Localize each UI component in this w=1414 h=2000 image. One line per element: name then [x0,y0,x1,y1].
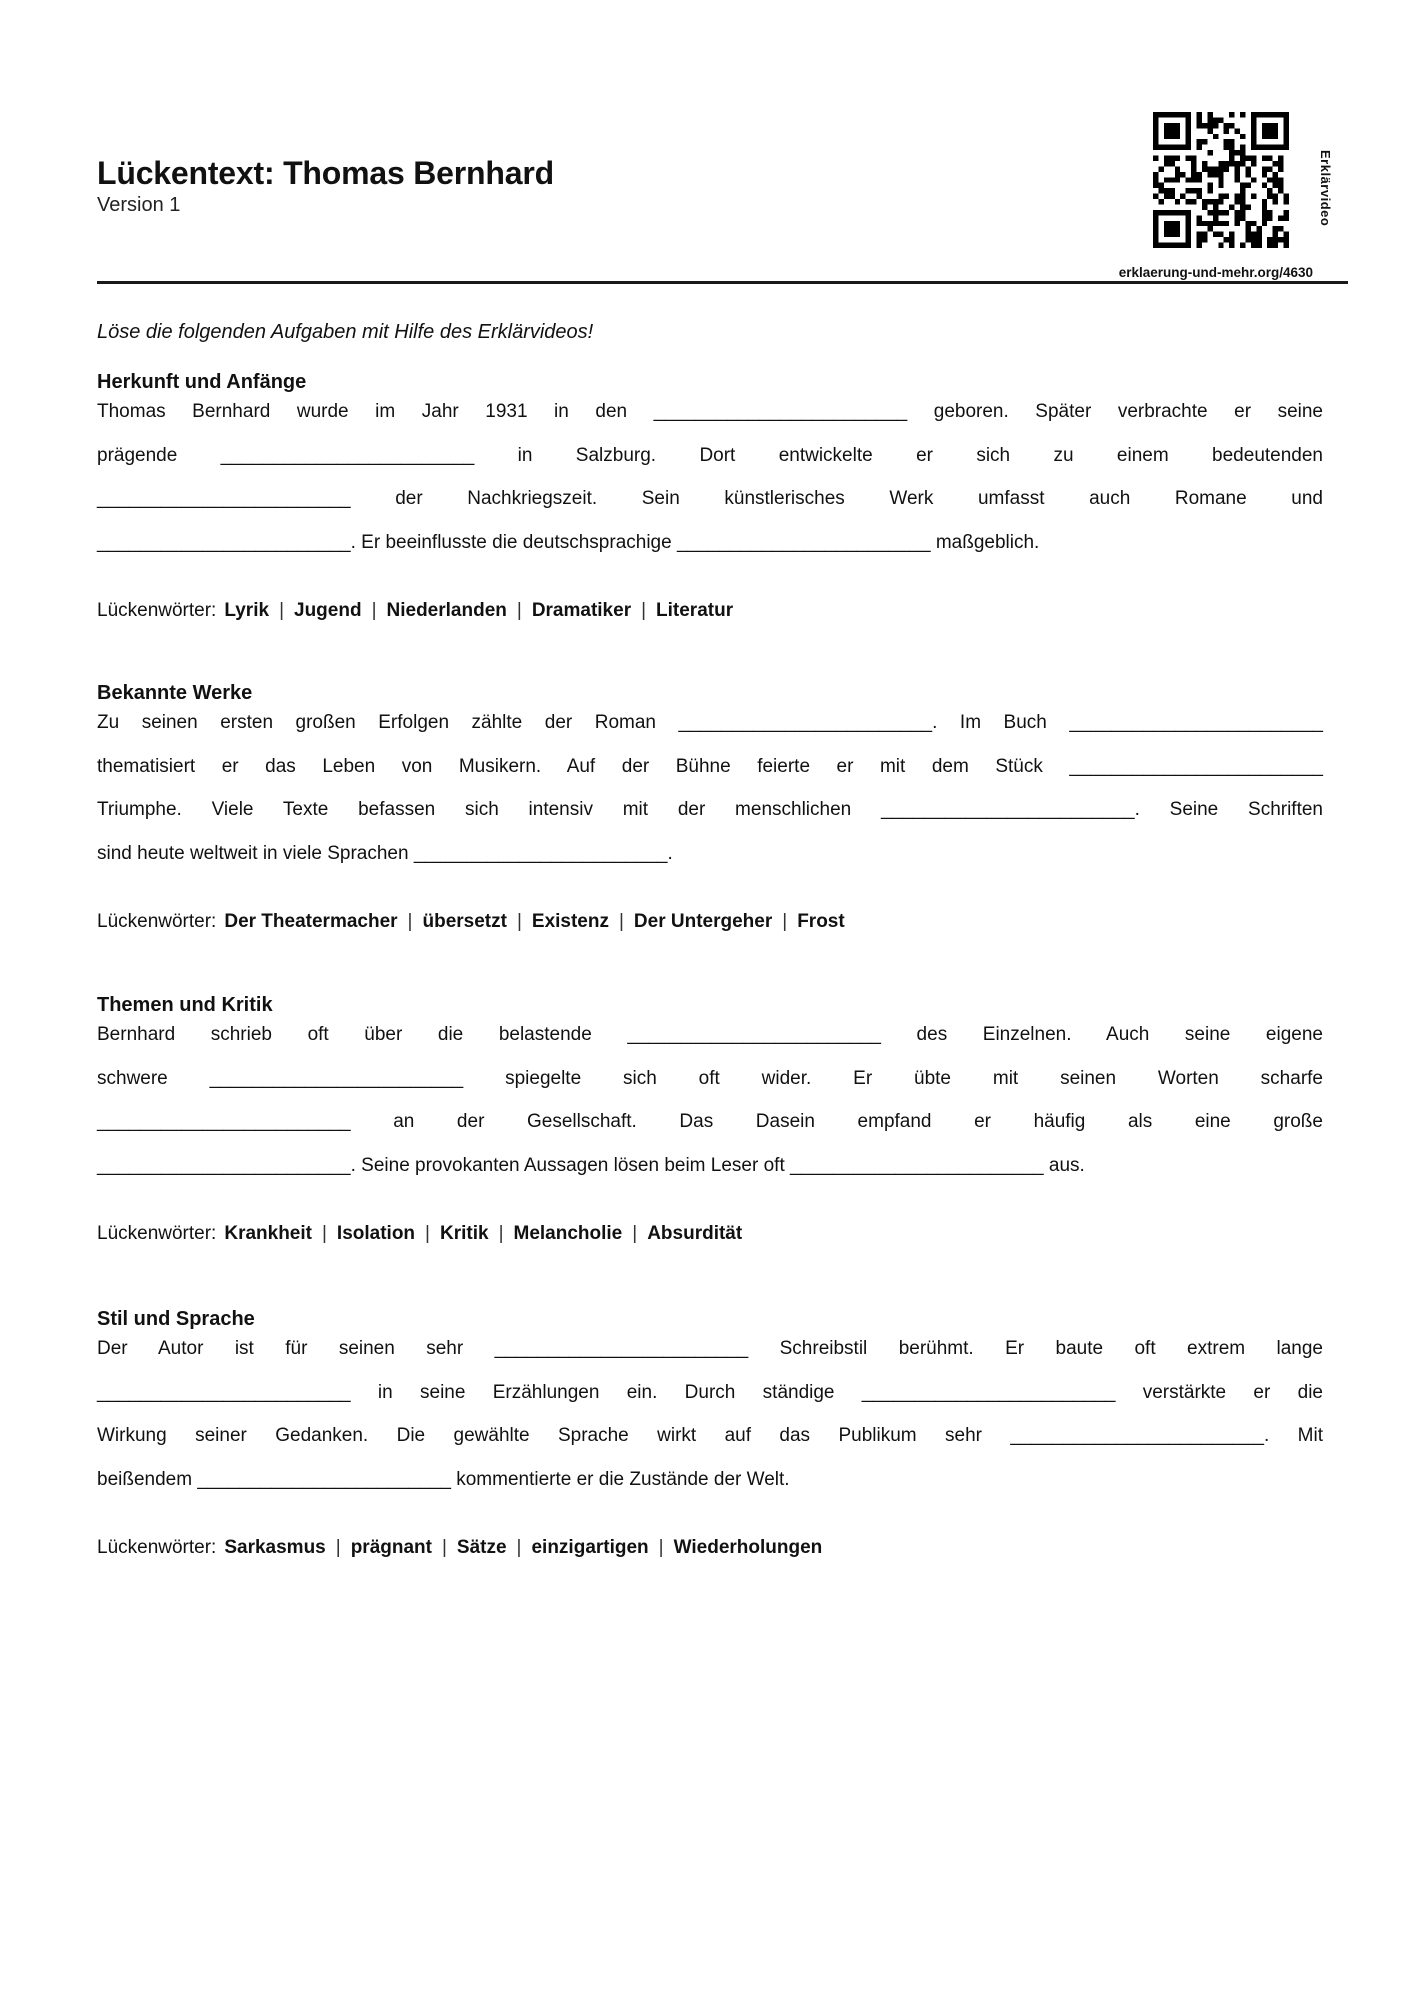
separator: | [782,911,788,932]
header-divider [97,281,1348,284]
word-bank-word: Melancholie [513,1223,623,1244]
gap-text-line: schwere ________________________ spiegelte sich oft wider. Er übte mit seinen Worten scharfe [97,1067,1323,1089]
gap-text-line: Wirkung seiner Gedanken. Die gewählte Sprache wirkt auf das Publikum sehr ________________________. Mit [97,1425,1323,1446]
word-bank-word: Absurdität [647,1223,743,1244]
word-bank-label: Lückenwörter: [97,600,217,621]
word-bank-word: Wiederholungen [673,1537,823,1558]
word-bank-word: übersetzt [422,911,507,932]
separator: | [516,1537,522,1558]
word-bank-word: Jugend [294,600,362,621]
gap-text-line: ________________________. Er beeinflusste die deutschsprachige ________________________ maßgeblich. [97,531,1040,553]
word-bank [97,1526,1323,1570]
separator: | [516,600,522,621]
section-stil-und-sprache [97,1308,1323,1570]
word-bank [97,589,1323,633]
intro-instruction: Löse die folgenden Aufgaben mit Hilfe des Erklärvideos! [97,321,594,343]
section-heading: Themen und Kritik [97,994,273,1016]
separator: | [632,1223,638,1244]
section-bekannte-werke [97,682,1323,944]
gap-text-line: sind heute weltweit in viele Sprachen ________________________. [97,842,673,864]
section-heading: Herkunft und Anfänge [97,371,307,393]
gap-text-line: Bernhard schrieb oft über die belastende ________________________ des Einzelnen. Auch seine eigene [97,1024,1323,1045]
separator: | [321,1223,327,1244]
version-label: Version 1 [97,194,181,216]
gap-text-line: Triumphe. Viele Texte befassen sich intensiv mit der menschlichen ________________________. Seine Schriften [97,799,1323,820]
word-bank-word: Der Theatermacher [224,911,398,932]
word-bank-word: Lyrik [224,600,270,621]
separator: | [498,1223,504,1244]
word-bank-word: Literatur [656,600,734,621]
qr-code-icon [1153,112,1289,248]
separator: | [441,1537,447,1558]
word-bank-word: Frost [797,911,845,932]
section-herkunft-und-anfaenge [97,371,1323,633]
separator: | [371,600,377,621]
separator: | [335,1537,341,1558]
word-bank-word: Der Untergeher [633,911,773,932]
separator: | [658,1537,664,1558]
section-heading: Bekannte Werke [97,682,253,704]
gap-text-line: ________________________. Seine provokanten Aussagen lösen beim Leser oft ________________________ aus. [97,1154,1085,1176]
gap-text-line: Thomas Bernhard wurde im Jahr 1931 in den ________________________ geboren. Später verbrachte er seine [97,401,1323,422]
explainer-video-label: Erklärvideo [1318,150,1333,227]
gap-text-line: thematisiert er das Leben von Musikern. Auf der Bühne feierte er mit dem Stück ________________________ [97,755,1323,777]
separator: | [425,1223,430,1244]
word-bank-label: Lückenwörter: [97,1537,217,1558]
word-bank [97,1212,1323,1256]
word-bank-word: Sätze [456,1537,507,1558]
separator: | [516,911,522,932]
word-bank-word: Existenz [531,911,609,932]
word-bank-word: Dramatiker [531,600,632,621]
word-bank-word: Krankheit [224,1223,312,1244]
word-bank-word: Sarkasmus [224,1537,326,1558]
section-themen-und-kritik [97,994,1323,1256]
gap-text-line: ________________________ in seine Erzählungen ein. Durch ständige ________________________ verstärkte er die [97,1381,1323,1403]
gap-text-line: Zu seinen ersten großen Erfolgen zählte der Roman ________________________. Im Buch ________________________ [97,712,1323,733]
page-title: Lückentext: Thomas Bernhard [97,155,554,191]
explainer-video-url: erklaerung-und-mehr.org/4630 [1118,265,1313,280]
separator: | [641,600,647,621]
word-bank-word: Isolation [336,1223,416,1244]
word-bank-word: Kritik [439,1223,489,1244]
gap-text-line: Der Autor ist für seinen sehr ________________________ Schreibstil berühmt. Er baute oft extrem lange [97,1338,1323,1359]
word-bank-word: einzigartigen [531,1537,649,1558]
word-bank-label: Lückenwörter: [97,1223,217,1244]
word-bank-word: Niederlanden [386,600,507,621]
gap-text-line: beißendem ________________________ kommentierte er die Zustände der Welt. [97,1468,790,1490]
word-bank-word: prägnant [350,1537,432,1558]
gap-text-line: ________________________ an der Gesellschaft. Das Dasein empfand er häufig als eine große [97,1111,1323,1132]
separator: | [407,911,413,932]
word-bank-label: Lückenwörter: [97,911,217,932]
word-bank [97,900,1323,944]
separator: | [279,600,284,621]
gap-text-line: ________________________ der Nachkriegszeit. Sein künstlerisches Werk umfasst auch Romane und [97,488,1323,509]
separator: | [618,911,624,932]
section-heading: Stil und Sprache [97,1308,255,1330]
gap-text-line: prägende ________________________ in Salzburg. Dort entwickelte er sich zu einem bedeutenden [97,444,1323,466]
